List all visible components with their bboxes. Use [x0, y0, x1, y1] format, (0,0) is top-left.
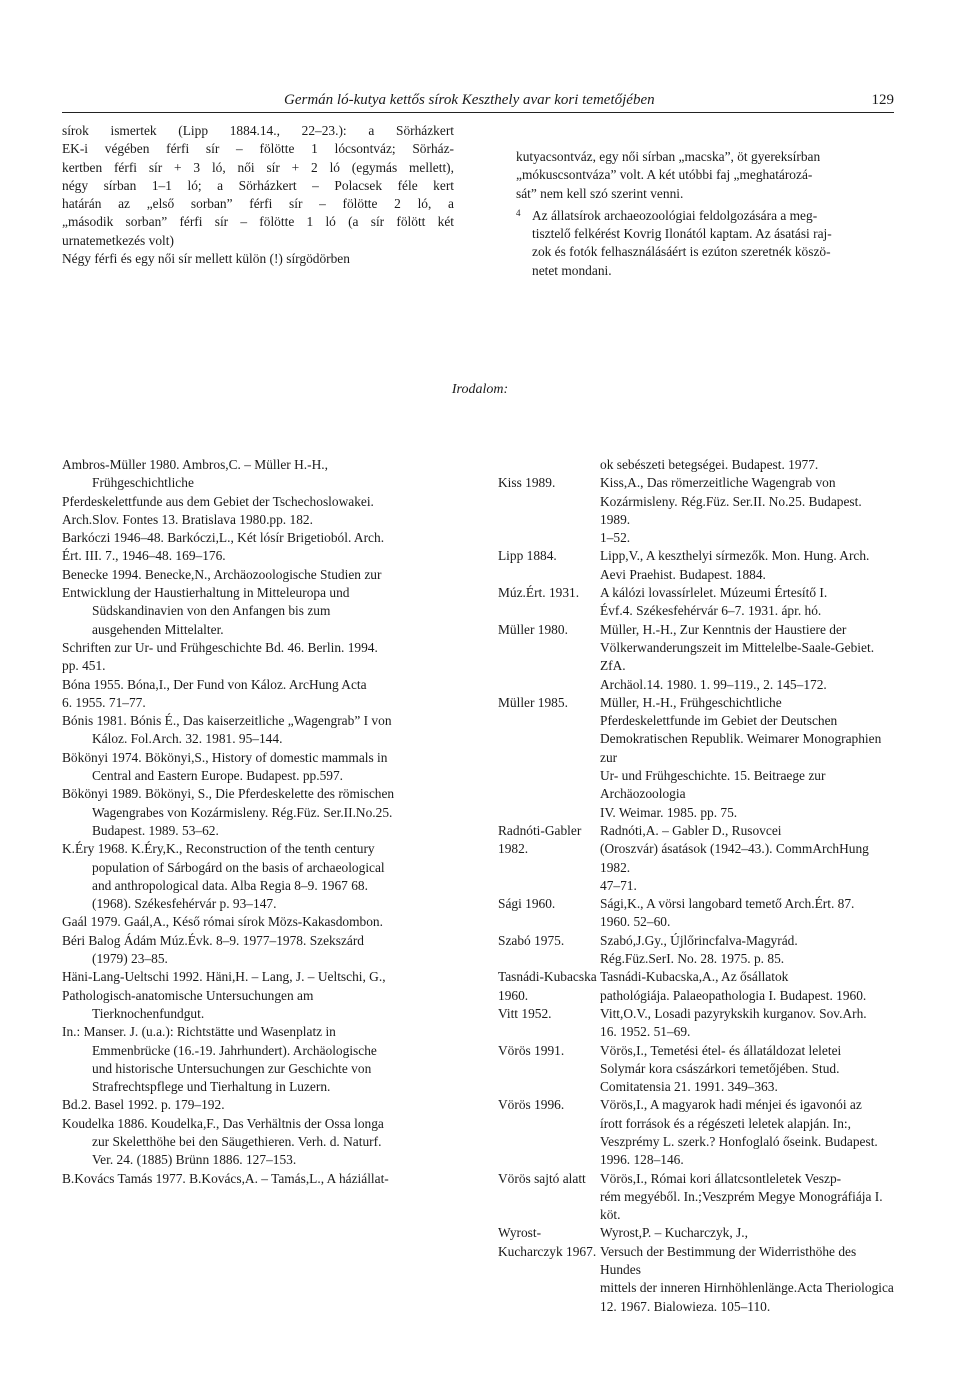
- reference-entry: [498, 968, 894, 1005]
- reference-continuation: Budapest. 1989. 53–62.: [92, 822, 219, 838]
- text-line: sírok ismertek (Lipp 1884.14., 22–23.): a Sörházkert: [62, 123, 454, 138]
- text-line: határán az „első sorban” férfi sír – fölötte 2 ló, a: [62, 196, 454, 212]
- reference-continuation: Central and Eastern Europe. Budapest. pp.597.: [92, 768, 344, 784]
- reference-text: Archäol.14. 1980. 1. 99–119., 2. 145–172.: [600, 676, 827, 692]
- reference-text: Comitatensia 21. 1991. 349–363.: [600, 1079, 778, 1095]
- reference-entry: [62, 584, 454, 639]
- reference-text: írott források és a régészeti leletek alapján. In:,: [600, 1115, 851, 1131]
- reference-continuation: Emmenbrücke (16.-19. Jahrhundert). Archäologische: [92, 1042, 377, 1058]
- reference-entry: [62, 676, 454, 694]
- footnote-mark: 4: [516, 207, 521, 218]
- reference-entry: [62, 657, 454, 675]
- reference-lead: Ambros-Müller 1980. Ambros,C. – Müller H.-H.,: [62, 457, 328, 472]
- reference-key: Sági 1960.: [498, 896, 556, 912]
- footnote: [516, 207, 894, 280]
- reference-entry: [62, 694, 454, 712]
- reference-entry: [498, 895, 894, 932]
- running-header: [62, 90, 894, 113]
- reference-text: Wyrost,P. – Kucharczyk, J.,: [600, 1225, 748, 1241]
- reference-text: ok sebészeti betegségei. Budapest. 1977.: [600, 457, 819, 472]
- reference-lead: Bökönyi 1989. Bökönyi, S., Die Pferdeskelette des römischen: [62, 786, 395, 802]
- reference-lead: K.Éry 1968. K.Éry,K., Reconstruction of the tenth century: [62, 841, 375, 857]
- reference-entry: [62, 913, 454, 931]
- text-line: „mókuscsontváza” volt. A két utóbbi faj „meghatározá-: [516, 167, 813, 183]
- reference-text: Ur- und Frühgeschichte. 15. Beitraege zur Archäozoologia: [600, 768, 826, 802]
- reference-key: Vörös sajtó alatt: [498, 1170, 586, 1186]
- reference-key: Tasnádi-Kubacska 1960.: [498, 969, 597, 1003]
- reference-text: Versuch der Bestimmung der Widerristhöhe des Hundes: [600, 1243, 857, 1278]
- reference-lead: Gaál 1979. Gaál,A., Késő római sírok Mözs-Kakasdombon.: [62, 914, 383, 930]
- reference-text: 1996. 128–146.: [600, 1152, 684, 1168]
- reference-lead: B.Kovács Tamás 1977. B.Kovács,A. – Tamás,L., A háziállat-: [62, 1170, 389, 1186]
- reference-entry: [62, 1115, 454, 1170]
- reference-entry: [62, 987, 454, 1024]
- reference-entry: [62, 840, 454, 913]
- reference-text: Sági,K., A vörsi langobard temető Arch.Ért. 87.: [600, 896, 855, 912]
- reference-key: Müller 1980.: [498, 621, 568, 637]
- intro-right-column: [516, 148, 894, 280]
- text-line: Négy férfi és egy női sír mellett külön (!) sírgödörben: [62, 251, 350, 267]
- reference-continuation: (1968). Székesfehérvár p. 93–147.: [92, 896, 277, 912]
- reference-lead: Koudelka 1886. Koudelka,F., Das Verhältnis der Ossa longa: [62, 1115, 384, 1131]
- page-number: 129: [871, 92, 894, 108]
- reference-text: Vörös,I., A magyarok hadi ménjei és igavonói az: [600, 1097, 862, 1113]
- reference-text: IV. Weimar. 1985. pp. 75.: [600, 804, 738, 820]
- reference-text: Lipp,V., A keszthelyi sírmezők. Mon. Hung. Arch.: [600, 548, 870, 564]
- reference-key: Müller 1985.: [498, 694, 568, 710]
- reference-entry: [498, 584, 894, 621]
- reference-text: (Oroszvár) ásatások (1942–43.). CommArchHung 1982.: [600, 841, 869, 875]
- reference-entry: [498, 474, 894, 547]
- reference-text: Radnóti,A. – Gabler D., Rusovcei: [600, 822, 782, 838]
- reference-key: Szabó 1975.: [498, 932, 565, 948]
- reference-entry: [62, 547, 454, 565]
- reference-lead: Pferdeskelettfunde aus dem Gebiet der Tschechoslowakei.: [62, 493, 374, 509]
- reference-text: Müller, H.-H., Zur Kenntnis der Haustiere der: [600, 621, 847, 637]
- reference-text: Völkerwanderungszeit im Mittelelbe-Saale-Gebiet. ZfA.: [600, 639, 875, 674]
- reference-lead: Häni-Lang-Ueltschi 1992. Häni,H. – Lang, J. – Ueltschi, G.,: [62, 969, 386, 985]
- reference-lead: Benecke 1994. Benecke,N., Archäozoologische Studien zur: [62, 566, 382, 582]
- reference-continuation: and anthropological data. Alba Regia 8–9. 1967 68.: [92, 877, 368, 893]
- reference-text: 1–52.: [600, 530, 631, 546]
- reference-entry: [62, 529, 454, 547]
- text-line: zok és fotók felhasználásáért is ezúton szeretnék köszö-: [532, 244, 831, 260]
- reference-key: Radnóti-Gabler 1982.: [498, 822, 582, 857]
- reference-entry: [498, 1170, 894, 1225]
- reference-entry: [62, 1023, 454, 1096]
- reference-lead: Pathologisch-anatomische Untersuchungen am: [62, 987, 314, 1003]
- reference-lead: pp. 451.: [62, 658, 106, 674]
- reference-text: mittels der inneren Hirnhöhlenlänge.Acta Theriologica: [600, 1280, 894, 1296]
- reference-continuation: Wagengrabes von Kozármisleny. Rég.Füz. Ser.II.No.25.: [92, 804, 393, 820]
- reference-key: Lipp 1884.: [498, 548, 557, 564]
- reference-text: Kozármisleny. Rég.Füz. Ser.II. No.25. Budapest. 1989.: [600, 493, 862, 527]
- reference-entry: [62, 749, 454, 786]
- intro-left-column: [62, 122, 454, 268]
- reference-text: Vörös,I., Temetési étel- és állatáldozat leletei: [600, 1042, 842, 1058]
- reference-lead: Schriften zur Ur- und Frühgeschichte Bd. 46. Berlin. 1994.: [62, 639, 378, 655]
- reference-text: 1960. 52–60.: [600, 914, 671, 930]
- reference-text: Vitt,O.V., Losadi pazyrykskih kurganov. Sov.Arh.: [600, 1005, 867, 1021]
- text-line: kertben férfi sír + 3 ló, női sír + 2 ló (egymás mellett),: [62, 159, 454, 175]
- reference-entry: [498, 1042, 894, 1097]
- reference-entry: [498, 822, 894, 895]
- reference-text: Pferdeskelettfunde im Gebiet der Deutschen: [600, 713, 838, 729]
- reference-entry: [62, 566, 454, 584]
- reference-text: Kiss,A., Das römerzeitliche Wagengrab von: [600, 475, 836, 491]
- reference-lead: 6. 1955. 71–77.: [62, 694, 146, 710]
- reference-key: Vörös 1991.: [498, 1042, 565, 1058]
- text-line: „második sorban” férfi sír – fölötte 1 ló (a sír fölött két: [62, 214, 454, 230]
- reference-entry: [498, 1096, 894, 1169]
- reference-text: 16. 1952. 51–69.: [600, 1024, 691, 1040]
- reference-continuation: Tierknochenfundgut.: [92, 1005, 205, 1021]
- reference-continuation: und historische Untersuchungen zur Geschichte von: [92, 1060, 372, 1076]
- reference-lead: Bd.2. Basel 1992. p. 179–192.: [62, 1097, 225, 1113]
- text-line: kutyacsontváz, egy női sírban „macska”, öt gyereksírban: [516, 149, 821, 164]
- reference-lead: Bökönyi 1974. Bökönyi,S., History of domestic mammals in: [62, 749, 388, 765]
- text-line: EK-i végében férfi sír – fölötte 1 lócsontváz; Sörház-: [62, 141, 454, 157]
- reference-text: Rég.Füz.SerI. No. 28. 1975. p. 85.: [600, 951, 785, 967]
- reference-key: Múz.Ért. 1931.: [498, 585, 580, 601]
- reference-continuation: Strafrechtspflege und Tierhaltung in Luzern.: [92, 1079, 331, 1095]
- reference-text: 47–71.: [600, 877, 637, 893]
- reference-lead: Béri Balog Ádám Múz.Évk. 8–9. 1977–1978. Szekszárd: [62, 932, 364, 948]
- reference-key: Kiss 1989.: [498, 475, 556, 491]
- reference-entry: [62, 1096, 454, 1114]
- reference-text: Vörös,I., Római kori állatcsontleletek Veszp-: [600, 1170, 842, 1186]
- reference-entry: [62, 712, 454, 749]
- reference-key: Wyrost-Kucharczyk 1967.: [498, 1225, 597, 1259]
- reference-entry: [498, 456, 894, 474]
- reference-lead: Bónis 1981. Bónis É., Das kaiserzeitliche „Wagengrab” I von: [62, 713, 392, 729]
- reference-text: Demokratischen Republik. Weimarer Monographien zur: [600, 731, 882, 765]
- reference-continuation: zur Skeletthöhe bei den Säugethieren. Verh. d. Naturf.: [92, 1133, 382, 1149]
- reference-text: Solymár kora császárkori temetőjében. Stud.: [600, 1060, 840, 1076]
- reference-entry: [62, 456, 454, 493]
- reference-text: rém megyéből. In.;Veszprém Megye Monográfiája I. köt.: [600, 1188, 883, 1223]
- reference-text: A kálózi lovassírlelet. Múzeumi Értesítő I.: [600, 585, 828, 601]
- reference-entry: [62, 968, 454, 986]
- reference-text: Aevi Praehist. Budapest. 1884.: [600, 566, 766, 582]
- reference-entry: [62, 493, 454, 511]
- reference-text: 12. 1967. Bialowieza. 105–110.: [600, 1298, 771, 1314]
- reference-continuation: Ver. 24. (1885) Brünn 1886. 127–153.: [92, 1152, 297, 1168]
- reference-continuation: Káloz. Fol.Arch. 32. 1981. 95–144.: [92, 731, 283, 747]
- text-line: négy sírban 1–1 ló; a Sörházkert – Polacsek féle kert: [62, 177, 454, 193]
- reference-lead: Arch.Slov. Fontes 13. Bratislava 1980.pp. 182.: [62, 511, 313, 527]
- references-left-column: [62, 456, 454, 1188]
- reference-entry: [62, 1170, 454, 1188]
- reference-entry: [498, 547, 894, 584]
- reference-key: Vitt 1952.: [498, 1005, 552, 1021]
- text-line: tisztelő felkérést Kovrig Ilonától kaptam. Az ásatási raj-: [532, 226, 832, 242]
- reference-continuation: ausgehenden Mittelalter.: [92, 621, 224, 637]
- reference-entry: [498, 694, 894, 822]
- reference-continuation: Frühgeschichtliche: [92, 475, 194, 491]
- text-line: sát” nem kell szó szerint venni.: [516, 185, 684, 201]
- reference-lead: Barkóczi 1946–48. Barkóczi,L., Két lósír Brigetioból. Arch.: [62, 530, 385, 546]
- reference-entry: [498, 1224, 894, 1315]
- reference-entry: [62, 639, 454, 657]
- running-title: Germán ló-kutya kettős sírok Keszthely avar kori temetőjében: [284, 92, 655, 108]
- reference-entry: [498, 932, 894, 969]
- reference-continuation: population of Sárbogárd on the basis of archaeological: [92, 859, 385, 875]
- section-title: Irodalom:: [451, 382, 509, 397]
- reference-text: Müller, H.-H., Frühgeschichtliche: [600, 694, 782, 710]
- reference-text: pathológiája. Palaeopathologia I. Budapest. 1960.: [600, 987, 867, 1003]
- reference-lead: Bóna 1955. Bóna,I., Der Fund von Káloz. ArcHung Acta: [62, 676, 367, 692]
- reference-lead: Ért. III. 7., 1946–48. 169–176.: [62, 548, 226, 564]
- reference-entry: [498, 1005, 894, 1042]
- references-right-column: [498, 456, 894, 1316]
- reference-text: Szabó,J.Gy., Újlőrincfalva-Magyrád.: [600, 932, 798, 948]
- reference-entry: [498, 621, 894, 694]
- reference-text: Évf.4. Székesfehérvár 6–7. 1931. ápr. hó.: [600, 603, 822, 619]
- text-line: netet mondani.: [532, 262, 612, 278]
- reference-entry: [62, 785, 454, 840]
- intro-right-text: [516, 148, 894, 203]
- text-line: Az állatsírok archaeozoológiai feldolgozására a meg-: [532, 207, 818, 223]
- footnote-text: [532, 207, 894, 280]
- reference-entry: [62, 511, 454, 529]
- reference-continuation: Südskandinavien von den Anfangen bis zum: [92, 603, 331, 619]
- reference-entry: [62, 932, 454, 969]
- reference-text: Veszprémy L. szerk.? Honfoglaló őseink. Budapest.: [600, 1133, 878, 1149]
- reference-continuation: (1979) 23–85.: [92, 951, 168, 967]
- text-line: urnatemetkezés volt): [62, 232, 174, 248]
- reference-text: Tasnádi-Kubacska,A., Az ősállatok: [600, 969, 789, 985]
- reference-key: Vörös 1996.: [498, 1097, 565, 1113]
- reference-lead: In.: Manser. J. (u.a.): Richtstätte und Wasenplatz in: [62, 1024, 336, 1040]
- reference-lead: Entwicklung der Haustierhaltung in Mitteleuropa und: [62, 585, 350, 601]
